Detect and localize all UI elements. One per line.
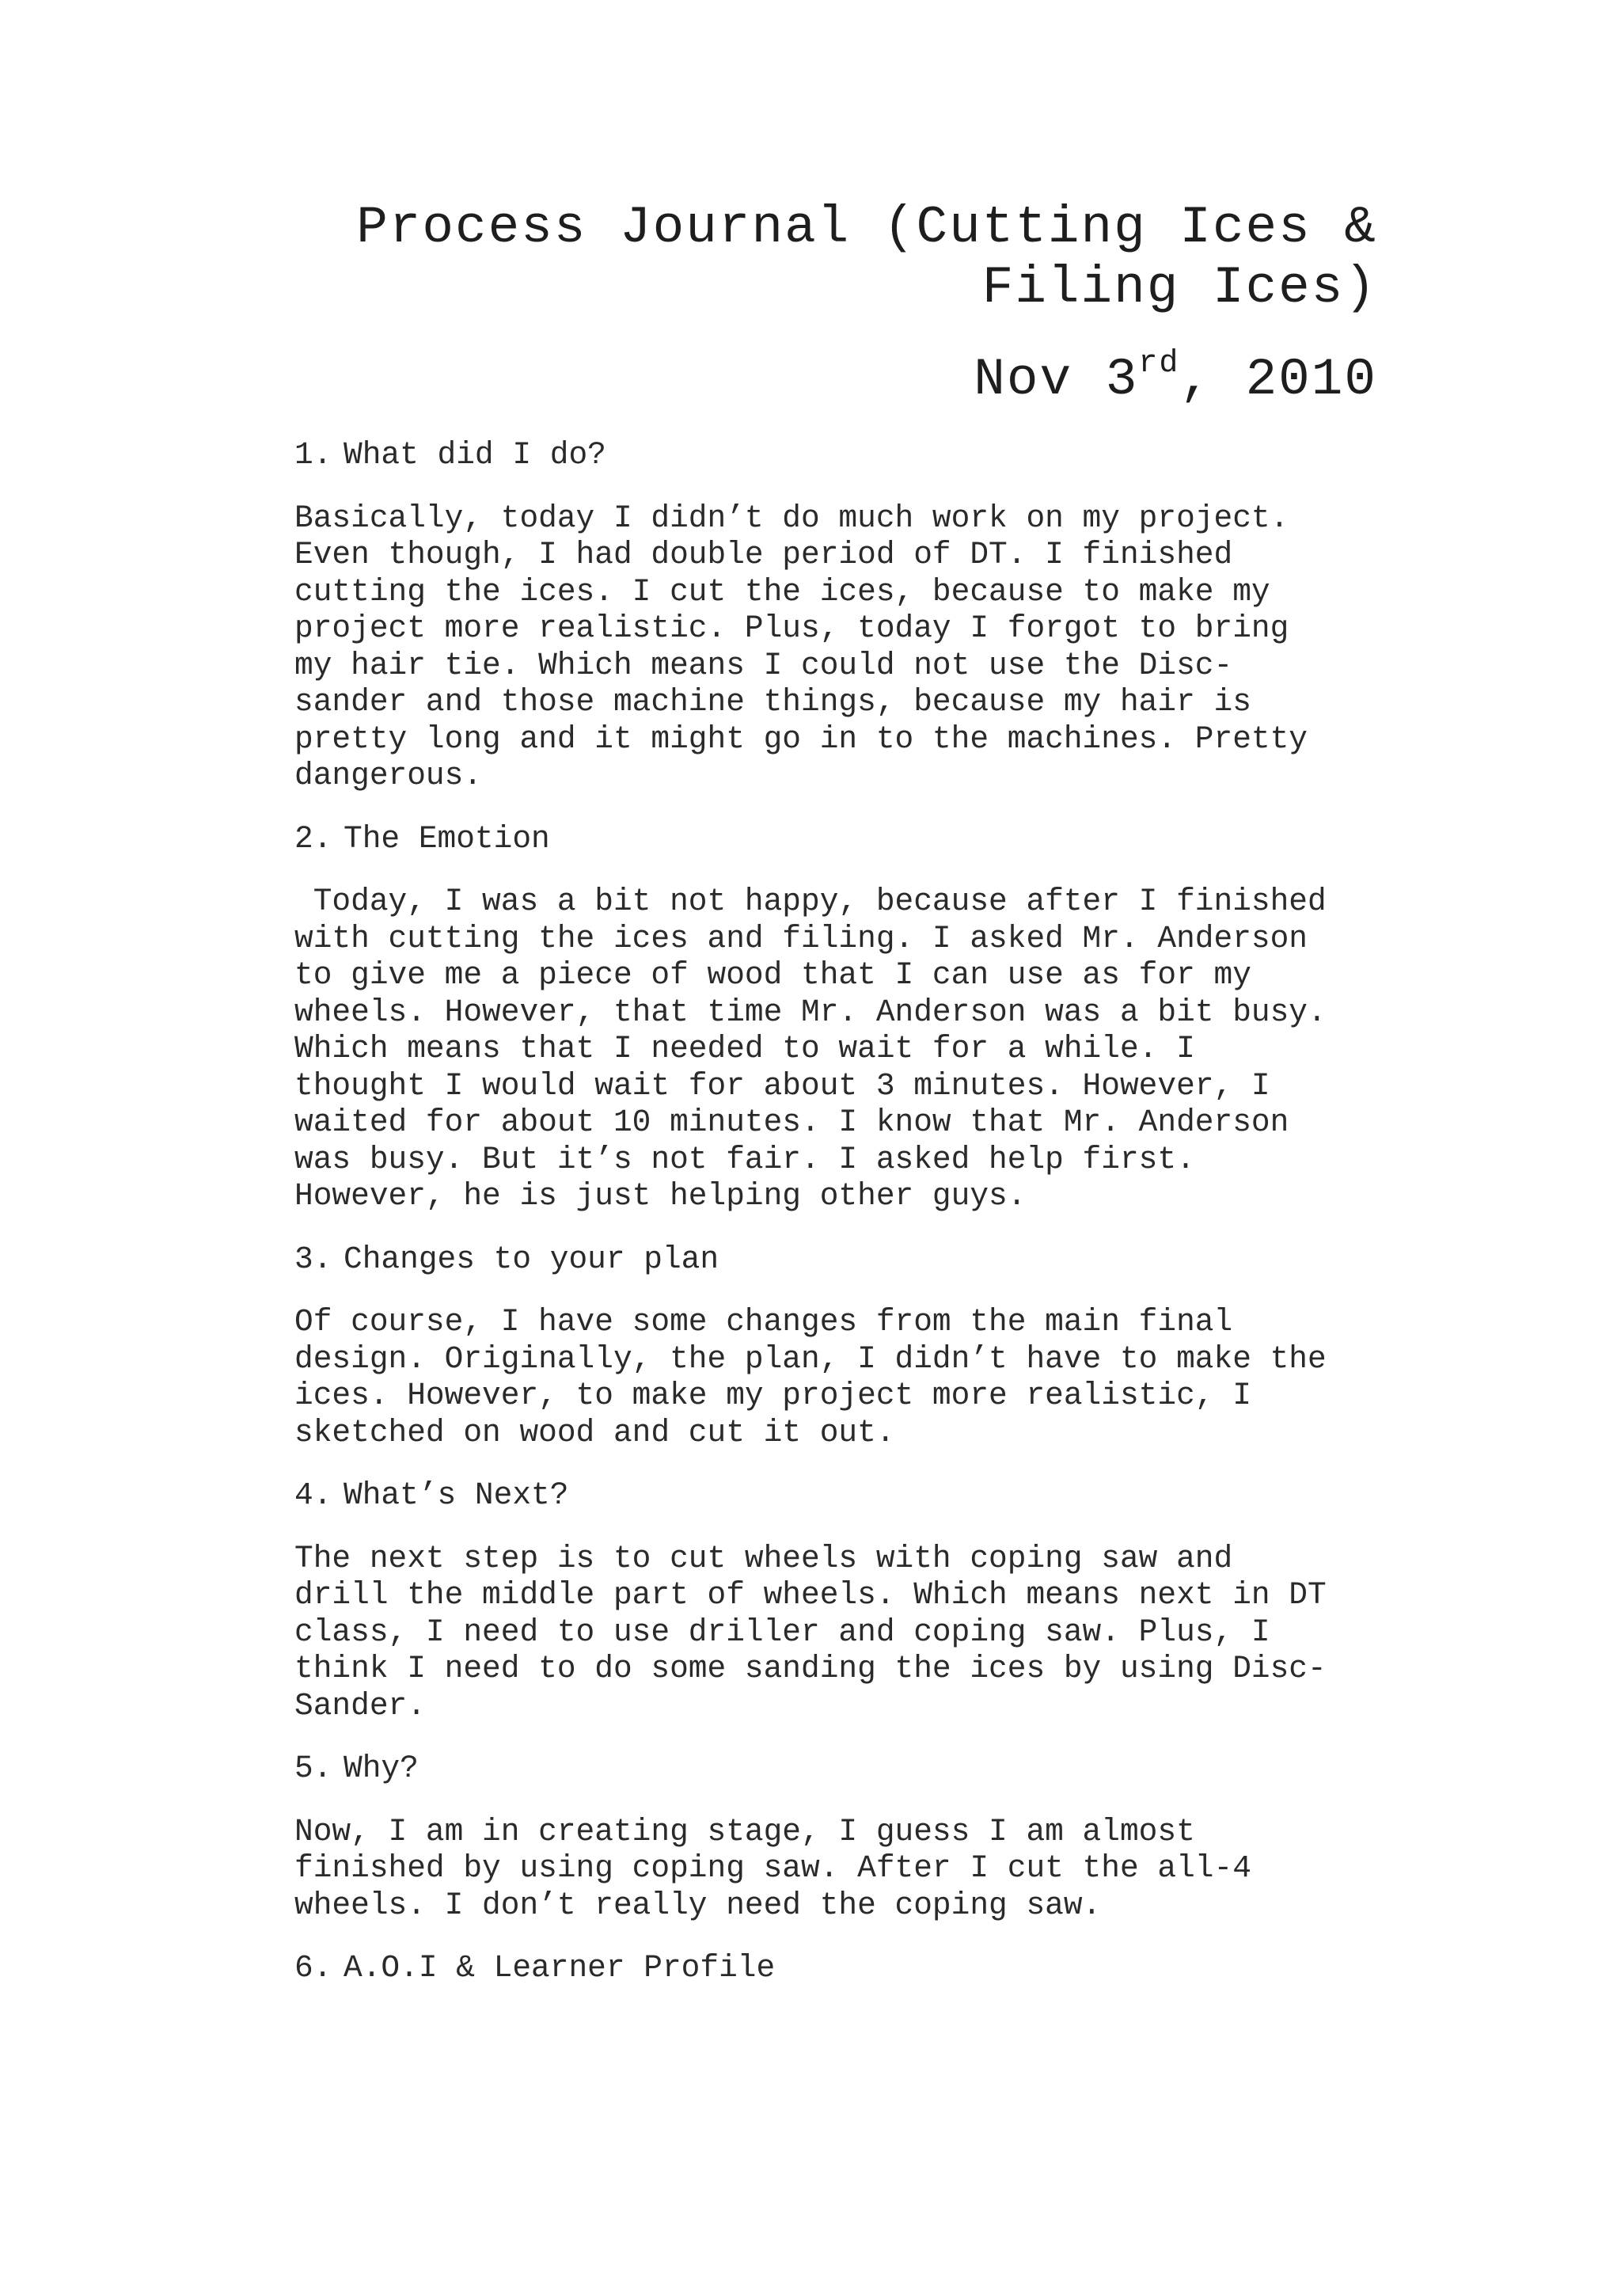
- paragraph-line: sander and those machine things, because my hair is: [294, 684, 1251, 720]
- paragraph-line: Of course, I have some changes from the main final: [294, 1304, 1233, 1340]
- paragraph-line: finished by using coping saw. After I cut the all-4: [294, 1850, 1251, 1886]
- section-heading: [294, 821, 1387, 858]
- paragraph-line: Which means that I needed to wait for a while. I: [294, 1031, 1195, 1066]
- section-paragraph: [294, 1814, 1387, 1925]
- document-title: [293, 198, 1377, 410]
- section-paragraph: [294, 1541, 1387, 1725]
- section-heading: [294, 1477, 1387, 1515]
- section-number: 4.: [294, 1477, 332, 1513]
- section-paragraph: [294, 500, 1387, 795]
- paragraph-line: was busy. But it’s not fair. I asked help first.: [294, 1141, 1195, 1177]
- journal-content: [294, 437, 1387, 2013]
- paragraph-line: Today, I was a bit not happy, because after I finished: [294, 884, 1327, 919]
- section-heading: [294, 1950, 1387, 1987]
- paragraph-line: Sander.: [294, 1687, 426, 1724]
- date-year: , 2010: [1179, 350, 1377, 409]
- paragraph-line: cutting the ices. I cut the ices, because to make my: [294, 573, 1270, 610]
- section-heading-text: Why?: [344, 1751, 419, 1786]
- section-heading-text: Changes to your plan: [344, 1241, 719, 1277]
- section-number: 6.: [294, 1950, 332, 1986]
- paragraph-line: However, he is just helping other guys.: [294, 1178, 1027, 1214]
- section-heading-text: What’s Next?: [344, 1477, 569, 1513]
- section-heading: [294, 437, 1387, 474]
- paragraph-line: wheels. However, that time Mr. Anderson was a bit busy.: [294, 994, 1327, 1030]
- paragraph-line: Even though, I had double period of DT. I finished: [294, 537, 1233, 572]
- section-heading-text: A.O.I & Learner Profile: [344, 1950, 776, 1986]
- paragraph-line: thought I would wait for about 3 minutes. However, I: [294, 1067, 1270, 1104]
- section-number: 2.: [294, 820, 332, 857]
- section-paragraph: [294, 1304, 1387, 1451]
- title-line-2: Filing Ices): [981, 258, 1377, 317]
- paragraph-line: dangerous.: [294, 758, 483, 793]
- title-line-1: Process Journal (Cutting Ices &: [356, 198, 1377, 257]
- paragraph-line: class, I need to use driller and coping saw. Plus, I: [294, 1614, 1270, 1650]
- paragraph-line: to give me a piece of wood that I can use as for my: [294, 957, 1251, 993]
- section-number: 5.: [294, 1751, 332, 1786]
- date-prefix: Nov 3: [974, 350, 1139, 409]
- paragraph-line: wheels. I don’t really need the coping saw.: [294, 1887, 1102, 1923]
- section-heading: [294, 1241, 1387, 1279]
- paragraph-line: design. Originally, the plan, I didn’t have to make the: [294, 1340, 1327, 1377]
- section-heading-text: The Emotion: [344, 820, 550, 857]
- paragraph-line: project more realistic. Plus, today I forgot to bring: [294, 610, 1289, 646]
- paragraph-line: waited for about 10 minutes. I know that Mr. Anderson: [294, 1104, 1289, 1140]
- paragraph-line: The next step is to cut wheels with coping saw and: [294, 1540, 1233, 1576]
- paragraph-line: pretty long and it might go in to the machines. Pretty: [294, 720, 1308, 757]
- section-heading: [294, 1751, 1387, 1788]
- section-number: 3.: [294, 1241, 332, 1277]
- paragraph-line: drill the middle part of wheels. Which means next in DT: [294, 1577, 1327, 1613]
- paragraph-line: with cutting the ices and filing. I asked Mr. Anderson: [294, 920, 1308, 956]
- date-ordinal-suffix: rd: [1138, 346, 1180, 382]
- paragraph-line: think I need to do some sanding the ices by using Disc-: [294, 1651, 1327, 1686]
- section-heading-text: What did I do?: [344, 437, 606, 473]
- paragraph-line: my hair tie. Which means I could not use the Disc-: [294, 647, 1233, 683]
- paragraph-line: ices. However, to make my project more realistic, I: [294, 1378, 1251, 1413]
- paragraph-line: Now, I am in creating stage, I guess I am almost: [294, 1813, 1195, 1849]
- section-number: 1.: [294, 437, 332, 473]
- entry-date: [293, 346, 1377, 410]
- paragraph-line: Basically, today I didn’t do much work on my project.: [294, 500, 1289, 536]
- section-paragraph: [294, 884, 1387, 1215]
- paragraph-line: sketched on wood and cut it out.: [294, 1414, 895, 1450]
